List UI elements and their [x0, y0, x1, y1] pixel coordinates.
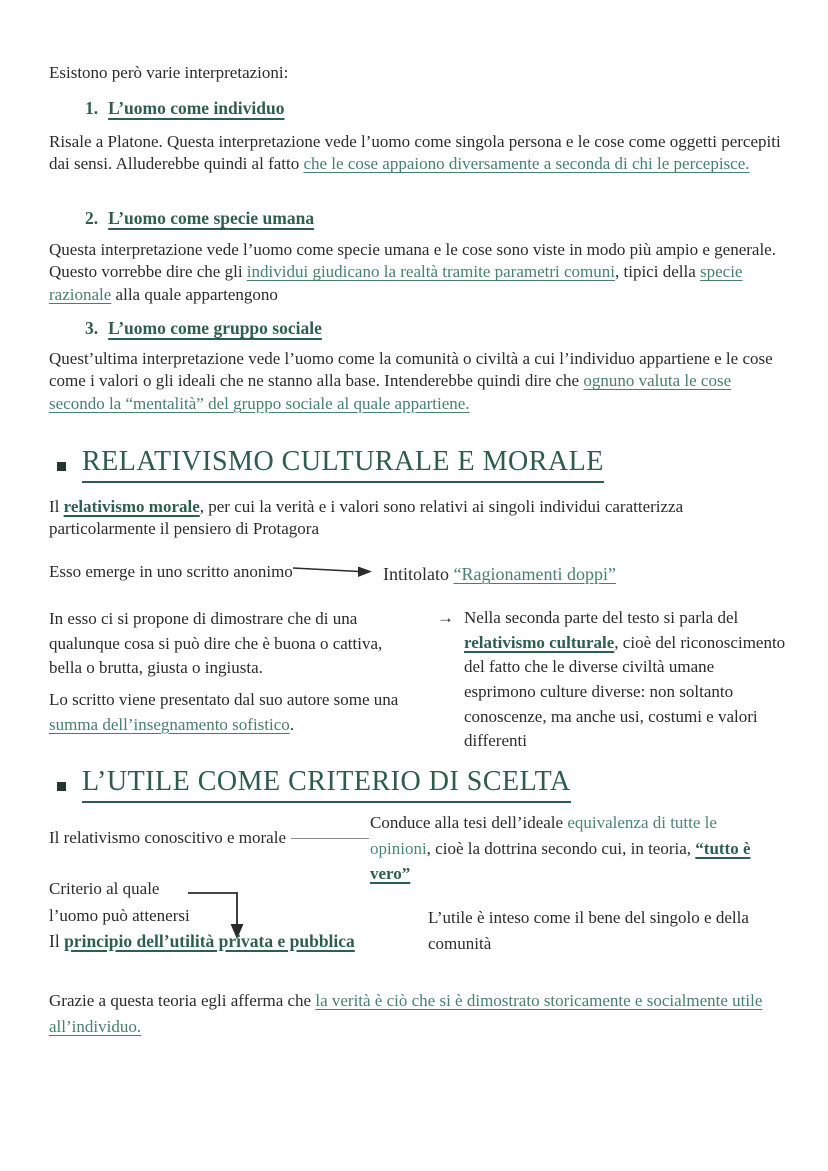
paragraph-text: Questa interpretazione vede l’uomo come specie umana e le cose sono viste in modo più ampio e generale. Questo vorrebbe dire che gli	[49, 240, 776, 282]
section-heading-utile	[57, 766, 571, 803]
list-title: L’uomo come specie umana	[108, 208, 315, 228]
emerge-text: Esso emerge in uno scritto anonimo	[49, 562, 293, 581]
paragraph-specie	[49, 239, 787, 306]
criterio-text	[49, 875, 190, 929]
paragraph-text: , tipici della	[615, 262, 700, 282]
section-title: L’UTILE COME CRITERIO DI SCELTA	[82, 766, 571, 803]
list-item-gruppo	[85, 318, 322, 339]
criterio-line2: l’uomo può attenersi	[49, 906, 190, 926]
paragraph-text: Intitolato	[383, 564, 454, 584]
list-title: L’uomo come gruppo sociale	[108, 318, 322, 338]
utile-text: L’utile è inteso come il bene del singolo e della comunità	[428, 908, 749, 954]
paragraph-text: Lo scritto viene presentato dal suo autore some una	[49, 690, 399, 709]
relativismo-conoscitivo-text: Il relativismo conoscitivo e morale	[49, 828, 286, 847]
scritto-paragraph	[49, 688, 411, 737]
paragraph-text: Conduce alla tesi dell’ideale	[370, 813, 568, 832]
highlighted-text: individui giudicano la realtà tramite parametri comuni	[246, 262, 616, 282]
highlighted-text: che le cose appaiono diversamente a seconda di chi le percepisce.	[303, 154, 750, 174]
square-bullet-icon	[57, 782, 66, 791]
paragraph-text: , cioè la dottrina secondo cui, in teoria,	[426, 838, 696, 858]
highlighted-text: “Ragionamenti doppi”	[453, 564, 616, 584]
highlighted-strong-text: “tutto è vero”	[370, 838, 751, 883]
paragraph-text: Il	[49, 931, 65, 951]
paragraph-text: , per cui la verità e i valori sono relativi ai singoli individui caratterizza particolarmente il pensiero di Protagora	[49, 497, 684, 539]
highlighted-green-text: equivalenza di tutte le opinioni	[370, 813, 717, 858]
nella-seconda-paragraph	[464, 606, 787, 754]
connector-line	[291, 838, 369, 839]
principio-text	[49, 930, 355, 953]
paragraph-text: alla quale appartengono	[111, 284, 278, 304]
list-number: 2.	[85, 208, 99, 228]
highlighted-strong-text: relativismo morale	[63, 497, 200, 516]
paragraph-text: Grazie a questa teoria egli afferma che	[49, 991, 316, 1010]
highlighted-text: la verità è ciò che si è dimostrato storicamente e socialmente utile all’individuo.	[49, 991, 763, 1036]
intro-text: Esistono però varie interpretazioni:	[49, 63, 289, 82]
list-number: 1.	[85, 98, 99, 118]
section-title: RELATIVISMO CULTURALE E MORALE	[82, 446, 604, 483]
section-heading-relativismo	[57, 446, 604, 483]
paragraph-text: Il	[49, 497, 64, 516]
intitolato-text	[383, 563, 616, 587]
right-column-note	[437, 606, 787, 754]
highlighted-text: specie razionale	[49, 262, 743, 304]
highlighted-strong-text: relativismo culturale	[464, 632, 615, 652]
paragraph-text: Nella seconda parte del testo si parla del	[464, 608, 739, 627]
square-bullet-icon	[57, 462, 66, 471]
arrow-glyph-icon: →	[437, 608, 454, 627]
paragraph-text: , cioè del riconoscimento del fatto che le diverse civiltà umane esprimono culture diverse: non soltanto conoscenze, ma anche usi, costumi e valori differenti	[464, 632, 786, 751]
paragraph-text: Risale a Platone. Questa interpretazione vede l’uomo come singola persona e le cose come oggetti percepiti dai sensi. Alluderebbe quindi al fatto	[49, 132, 781, 174]
highlighted-text: ognuno valuta le cose secondo la “mentalità” del gruppo sociale al quale appartiene.	[49, 371, 732, 413]
list-title: L’uomo come individuo	[108, 98, 285, 118]
paragraph-text: Quest’ultima interpretazione vede l’uomo come la comunità o civiltà a cui l’individuo appartiene e le cose come i valori o gli ideali che ne stanno alla base. Intenderebbe quindi dire che	[49, 349, 773, 391]
list-number: 3.	[85, 318, 99, 338]
right-arrow-icon	[292, 563, 376, 579]
propone-paragraph: In esso ci si propone di dimostrare che di una qualunque cosa si può dire che è buona o cattiva, bella o brutta, giusta o ingiusta.	[49, 609, 383, 678]
criterio-line1: Criterio al quale	[49, 879, 160, 898]
paragraph-gruppo	[49, 348, 787, 415]
list-item-individuo	[85, 98, 284, 119]
highlighted-strong-text: principio dell’utilità privata e pubblica	[64, 931, 355, 951]
paragraph-relativismo-morale	[49, 496, 787, 541]
finale-paragraph	[49, 988, 794, 1039]
paragraph-text: .	[289, 714, 295, 734]
paragraph-individuo	[49, 131, 787, 176]
list-item-specie	[85, 208, 314, 229]
conduce-paragraph	[370, 810, 775, 887]
highlighted-text: summa dell’insegnamento sofistico	[49, 714, 290, 734]
